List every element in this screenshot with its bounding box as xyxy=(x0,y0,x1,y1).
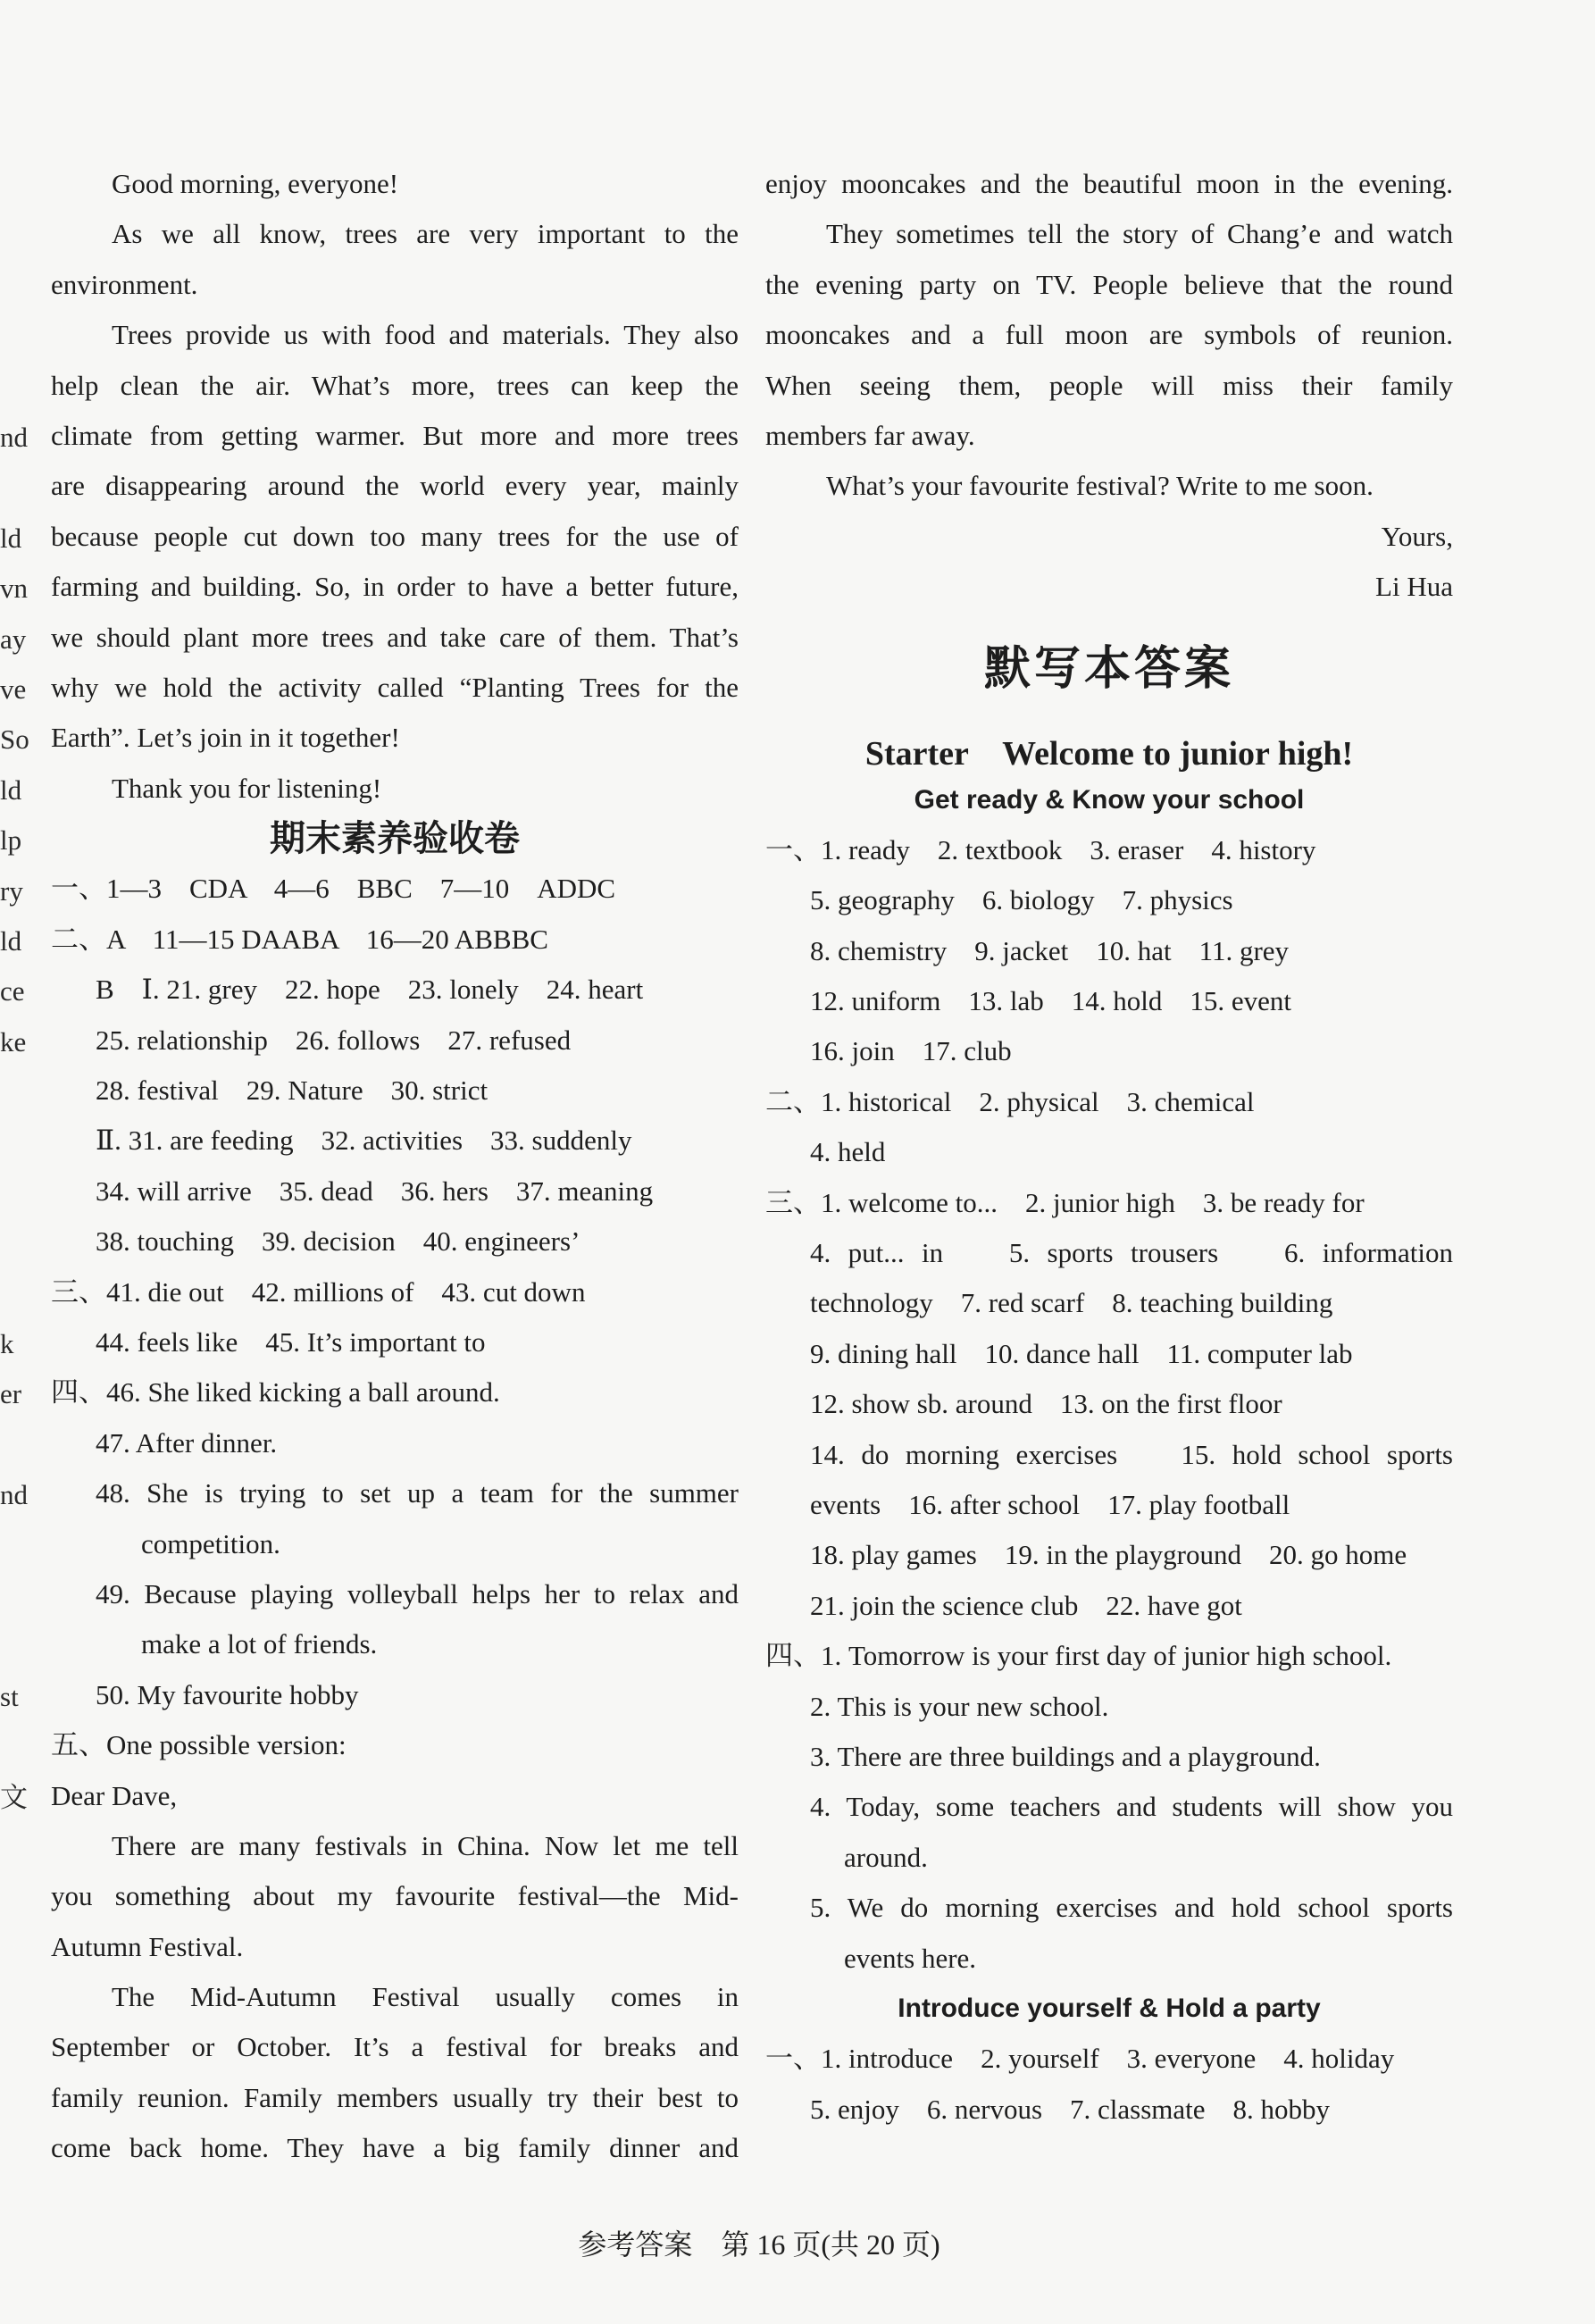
lesson-subtitle: Introduce yourself & Hold a party xyxy=(898,1993,1321,2023)
margin-fragment xyxy=(0,1571,21,1621)
text-line: Li Hua xyxy=(1375,571,1453,603)
text-line: 34. will arrive 35. dead 36. hers 37. meaning xyxy=(96,1175,654,1207)
margin-fragment: ve xyxy=(0,673,27,705)
text-line: come back home. They have a big family dinner and xyxy=(51,2132,739,2164)
margin-fragment xyxy=(0,1521,21,1571)
text-line: Good morning, everyone! xyxy=(112,168,399,199)
text-line: events 16. after school 17. play football xyxy=(810,1488,1290,1520)
text-line: There are many festivals in China. Now let me tell xyxy=(112,1829,739,1861)
margin-fragment: ld xyxy=(0,773,22,806)
text-line: 16. join 17. club xyxy=(810,1035,1012,1067)
text-line: 4. held xyxy=(810,1136,886,1168)
margin-fragment xyxy=(0,1117,21,1167)
text-line: When seeing them, people will miss their family xyxy=(765,369,1453,401)
text-line: 五、One possible version: xyxy=(51,1729,347,1761)
margin-fragment xyxy=(0,463,21,513)
margin-fragment: er xyxy=(0,1378,22,1410)
margin-fragment xyxy=(0,1218,21,1268)
text-line: help clean the air. What’s more, trees can keep the xyxy=(51,369,739,401)
margin-fragment xyxy=(0,1168,21,1218)
text-line: the evening party on TV. People believe that the round xyxy=(765,268,1453,300)
text-line: Yours, xyxy=(1381,520,1453,552)
text-line: family reunion. Family members usually try their best to xyxy=(51,2081,739,2113)
text-line: 8. chemistry 9. jacket 10. hat 11. grey xyxy=(810,934,1290,966)
margin-fragment: So xyxy=(0,723,29,756)
page-footer: 参考答案 第 16 页(共 20 页) xyxy=(578,2228,940,2261)
text-line: 5. enjoy 6. nervous 7. classmate 8. hobby xyxy=(810,2093,1331,2125)
text-line: 3. There are three buildings and a playground. xyxy=(810,1740,1321,1772)
text-line: 12. show sb. around 13. on the first floor xyxy=(810,1388,1282,1420)
text-line: Autumn Festival. xyxy=(51,1930,244,1962)
text-line: 18. play games 19. in the playground 20. go home xyxy=(810,1539,1407,1571)
text-line: 4. put... in 5. sports trousers 6. information xyxy=(810,1237,1453,1269)
text-line: September or October. It’s a festival for breaks and xyxy=(51,2031,739,2063)
text-line: 4. Today, some teachers and students will show you xyxy=(810,1791,1453,1823)
margin-fragment xyxy=(0,1722,21,1772)
text-line: mooncakes and a full moon are symbols of reunion. xyxy=(765,319,1453,351)
margin-fragment xyxy=(0,1269,21,1319)
text-line: 47. After dinner. xyxy=(96,1426,278,1459)
text-line: 14. do morning exercises 15. hold school sports xyxy=(810,1438,1453,1470)
text-line: 38. touching 39. decision 40. engineers’ xyxy=(96,1225,580,1258)
text-line: B Ⅰ. 21. grey 22. hope 23. lonely 24. heart xyxy=(96,974,644,1006)
text-line: 一、1. ready 2. textbook 3. eraser 4. history xyxy=(765,833,1316,865)
margin-fragment: ke xyxy=(0,1025,27,1058)
text-line: Trees provide us with food and materials. They also xyxy=(112,319,739,351)
margin-fragment: ay xyxy=(0,623,27,655)
text-line: 5. geography 6. biology 7. physics xyxy=(810,884,1233,916)
text-line: why we hold the activity called “Planting Trees for the xyxy=(51,671,739,703)
text-line: 二、A 11—15 DAABA 16—20 ABBBC xyxy=(51,923,548,955)
text-line: 5. We do morning exercises and hold school sports xyxy=(810,1892,1453,1924)
text-line: 21. join the science club 22. have got xyxy=(810,1589,1242,1621)
text-line: environment. xyxy=(51,268,198,300)
text-line: members far away. xyxy=(765,419,975,451)
text-line: 四、1. Tomorrow is your first day of junior high school. xyxy=(765,1640,1392,1672)
margin-fragment xyxy=(0,1420,21,1470)
text-line: events here. xyxy=(844,1942,977,1974)
text-line: around. xyxy=(844,1841,928,1873)
text-line: you something about my favourite festival—the Mid- xyxy=(51,1880,739,1912)
text-line: 25. relationship 26. follows 27. refused xyxy=(96,1024,572,1056)
text-line: 2. This is your new school. xyxy=(810,1690,1109,1722)
margin-fragment: st xyxy=(0,1680,19,1712)
text-line: 三、41. die out 42. millions of 43. cut down xyxy=(51,1275,586,1308)
margin-fragment xyxy=(0,1621,21,1671)
left-column xyxy=(51,159,739,2174)
text-line: because people cut down too many trees for the use of xyxy=(51,520,739,552)
answer-book-title: 默写本答案 xyxy=(983,641,1234,696)
text-line: farming and building. So, in order to have a better future, xyxy=(51,571,739,603)
text-line: are disappearing around the world every year, mainly xyxy=(51,470,739,502)
text-line: 50. My favourite hobby xyxy=(96,1678,359,1710)
text-line: 一、1—3 CDA 4—6 BBC 7—10 ADDC xyxy=(51,873,616,905)
unit-title: Starter Welcome to junior high! xyxy=(864,734,1354,773)
margin-fragment: ld xyxy=(0,924,22,957)
text-line: They sometimes tell the story of Chang’e and watch xyxy=(826,218,1453,250)
margin-fragment: lp xyxy=(0,824,22,857)
text-line: Earth”. Let’s join in it together! xyxy=(51,722,400,754)
section-title: 期末素养验收卷 xyxy=(270,818,520,860)
text-line: 49. Because playing volleyball helps her to relax and xyxy=(96,1577,739,1609)
text-line: 9. dining hall 10. dance hall 11. computer lab xyxy=(810,1337,1353,1369)
text-line: Ⅱ. 31. are feeding 32. activities 33. suddenly xyxy=(96,1124,632,1157)
text-line: enjoy mooncakes and the beautiful moon in the evening. xyxy=(765,168,1453,199)
margin-fragment: nd xyxy=(0,1479,28,1511)
lesson-subtitle: Get ready & Know your school xyxy=(914,784,1305,815)
text-line: technology 7. red scarf 8. teaching building xyxy=(810,1287,1333,1319)
margin-fragment: 文 xyxy=(0,1781,28,1813)
text-line: climate from getting warmer. But more and more trees xyxy=(51,419,739,451)
margin-fragment: vn xyxy=(0,573,28,605)
text-line: Dear Dave, xyxy=(51,1779,178,1811)
margin-fragment xyxy=(0,1067,21,1117)
text-line: we should plant more trees and take care of them. That’s xyxy=(51,621,739,653)
text-line: 48. She is trying to set up a team for the summer xyxy=(96,1477,739,1509)
margin-fragment: ld xyxy=(0,522,22,554)
text-line: 四、46. She liked kicking a ball around. xyxy=(51,1376,500,1409)
right-column xyxy=(765,159,1453,2135)
text-line: What’s your favourite festival? Write to me soon. xyxy=(826,470,1374,502)
text-line: 44. feels like 45. It’s important to xyxy=(96,1325,486,1358)
margin-fragment: nd xyxy=(0,422,28,453)
text-line: The Mid-Autumn Festival usually comes in xyxy=(112,1981,739,2013)
text-line: 二、1. historical 2. physical 3. chemical xyxy=(765,1085,1255,1117)
left-margin-fragments xyxy=(0,413,29,1823)
text-line: As we all know, trees are very important to the xyxy=(112,218,739,250)
margin-fragment: ry xyxy=(0,874,23,907)
margin-fragment: k xyxy=(0,1328,14,1360)
text-line: 一、1. introduce 2. yourself 3. everyone 4. holiday xyxy=(765,2043,1395,2075)
text-line: 12. uniform 13. lab 14. hold 15. event xyxy=(810,985,1291,1017)
text-line: 28. festival 29. Nature 30. strict xyxy=(96,1074,489,1107)
text-line: 三、1. welcome to... 2. junior high 3. be ready for xyxy=(765,1186,1365,1218)
margin-fragment: ce xyxy=(0,975,25,1007)
text-line: Thank you for listening! xyxy=(112,772,382,804)
text-line: competition. xyxy=(141,1527,280,1559)
text-line: make a lot of friends. xyxy=(141,1628,378,1660)
